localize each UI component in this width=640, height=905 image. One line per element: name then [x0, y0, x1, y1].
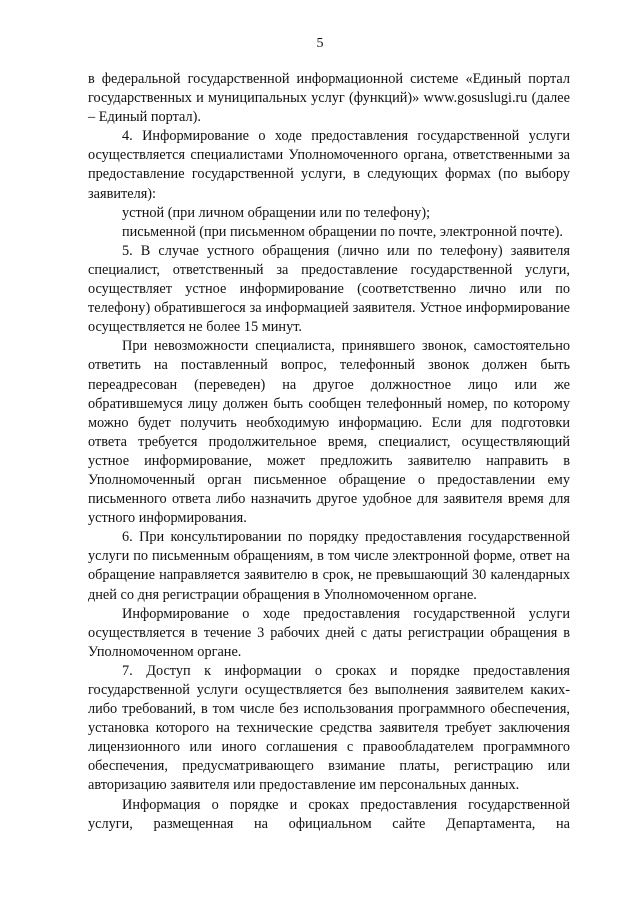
paragraph-written-form: письменной (при письменном обращении по почте, электронной почте).	[122, 223, 563, 240]
paragraph-item-4: 4. Информирование о ходе предоставления государственной услуги осуществляется специалистами Уполномоченного органа, ответственными за предоставление государственной услуги, в следующих формах (по выбору заявителя):	[88, 128, 570, 202]
paragraph-portal-continuation: в федеральной государственной информационной системе «Единый портал государственных и муниципальных услуг (функций)» www.gosuslugi.ru (далее – Единый портал).	[88, 71, 570, 126]
paragraph-call-redirect: При невозможности специалиста, принявшего звонок, самостоятельно ответить на поставленный вопрос, телефонный звонок должен быть переадресован (переведен) на другое должностное лицо или же обратившемуся лицу должен быть сообщен телефонный номер, по которому можно будет получить необходимую информацию. Если для подготовки ответа требуется продолжительное время, специалист, осуществляющий устное информирование, может предложить заявителю направить в Уполномоченный орган письменное обращение о предоставлении ему письменного ответа либо назначить другое удобное для заявителя время для устного информирования.	[88, 338, 570, 527]
page-number: 5	[316, 36, 324, 51]
paragraph-status-info: Информирование о ходе предоставления государственной услуги осуществляется в течение 3 рабочих дней с даты регистрации обращения в Уполномоченном органе.	[88, 605, 570, 660]
paragraph-item-6: 6. При консультировании по порядку предоставления государственной услуги по письменным обращениям, в том числе электронной форме, ответ на обращение направляется заявителю в срок, не превышающий 30 календарных дней со дня регистрации обращения в Уполномоченном органе.	[88, 529, 570, 603]
document-body	[88, 70, 570, 834]
paragraph-item-7: 7. Доступ к информации о сроках и порядке предоставления государственной услуги осуществляется без выполнения заявителем каких-либо требований, в том числе без использования программного обеспечения, установка которого на технические средства заявителя требует заключения лицензионного или иного соглашения с правообладателем программного обеспечения, предусматривающего взимание платы, регистрацию или авторизацию заявителя или предоставление им персональных данных.	[88, 662, 570, 794]
paragraph-oral-form: устной (при личном обращении или по телефону);	[122, 204, 431, 221]
paragraph-website-info: Информация о порядке и сроках предоставления государственной услуги, размещенная на официальном сайте Департамента, на	[88, 796, 570, 832]
paragraph-item-5: 5. В случае устного обращения (лично или по телефону) заявителя специалист, ответственный за предоставление государственной услуги, осуществляет устное информирование (соответственно лично или по телефону) обратившегося за информацией заявителя. Устное информирование осуществляется не более 15 минут.	[88, 242, 570, 336]
